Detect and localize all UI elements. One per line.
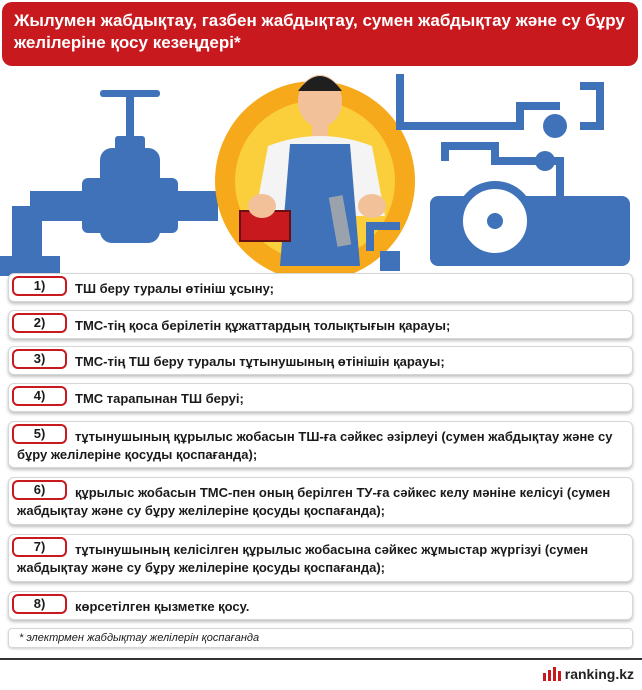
step-number: 1) [12, 276, 67, 296]
step-number: 6) [12, 480, 67, 500]
list-item [8, 421, 633, 468]
step-number: 2) [12, 313, 67, 333]
brand-name: ranking.kz [564, 666, 634, 682]
step-number: 4) [12, 386, 67, 406]
list-item [8, 477, 633, 525]
gate-valve-icon [0, 90, 218, 276]
step-text: құрылыс жобасын ТМС-пен оның берілген ТУ-ға сәйкес келу мәніне келісуі (сумен жабдықтау және су бұру желілеріне қосуды қоспағанда); [17, 485, 611, 518]
step-text: ТШ беру туралы өтініш ұсыну; [75, 281, 275, 296]
list-item [8, 534, 633, 582]
step-number: 5) [12, 424, 67, 444]
pipes-illustration [0, 66, 642, 276]
footnote: * электрмен жабдықтау желілерін қоспағанда [8, 628, 633, 648]
step-number: 8) [12, 594, 67, 614]
step-text: ТМС-тің ТШ беру туралы тұтынушының өтінішін қарауы; [75, 354, 445, 369]
list-item [8, 346, 633, 375]
header-banner [2, 2, 638, 66]
step-text: ТМС-тің қоса берілетін құжаттардың толықтығын қарауы; [75, 318, 451, 333]
brand-logo [543, 666, 634, 682]
step-text: ТМС тарапынан ТШ беруі; [75, 391, 244, 406]
list-item [8, 310, 633, 339]
list-item [8, 273, 633, 302]
page-title: Жылумен жабдықтау, газбен жабдықтау, сумен жабдықтау және су бұру желілеріне қосу кезеңдері* [14, 11, 625, 52]
step-number: 3) [12, 349, 67, 369]
step-text: көрсетілген қызметке қосу. [75, 599, 250, 614]
list-item [8, 591, 633, 620]
step-text: тұтынушының келісілген құрылыс жобасына сәйкес жұмыстар жүргізуі (сумен жабдықтау және су бұру желілеріне қосуды қоспағанда); [17, 542, 589, 575]
list-item [8, 383, 633, 412]
step-number: 7) [12, 537, 67, 557]
wheel-valve-icon [380, 114, 630, 271]
footer-divider [0, 658, 642, 660]
bar-chart-icon [543, 667, 561, 681]
step-text: тұтынушының құрылыс жобасын ТШ-ға сәйкес әзірлеуі (сумен жабдықтау және су бұру желілеріне қосуды қоспағанда); [17, 429, 613, 462]
